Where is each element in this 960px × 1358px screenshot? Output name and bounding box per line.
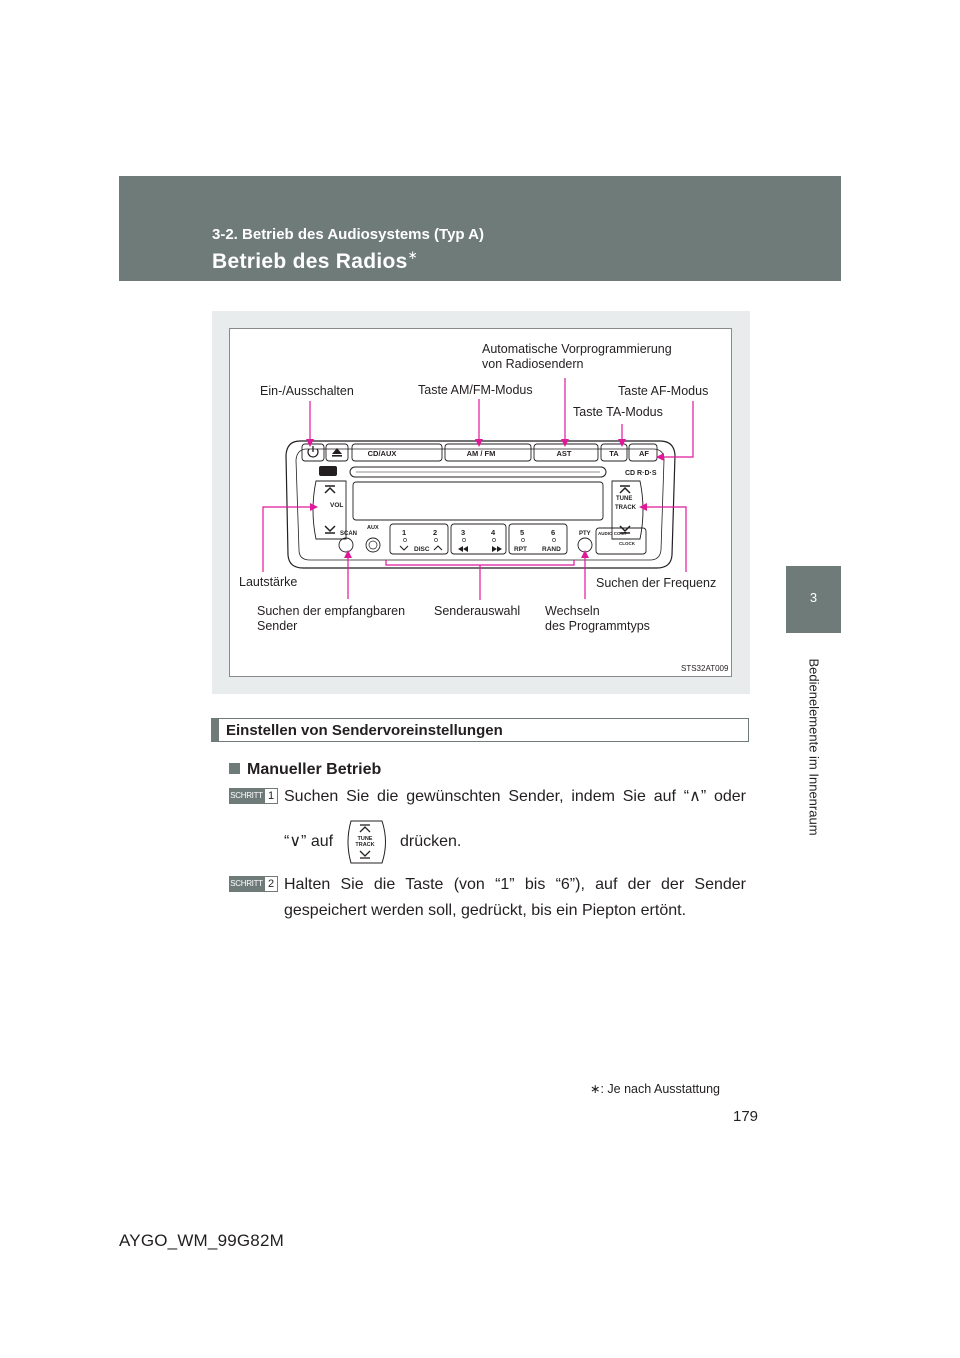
device-label-scan: SCAN	[340, 531, 358, 537]
figure-code: STS32AT009	[681, 664, 729, 673]
callout-ta: Taste TA-Modus	[573, 405, 663, 419]
device-label-audio-cont: AUDIO CONT	[598, 531, 627, 536]
step-badge-label: SCHRITT	[229, 788, 264, 804]
step-badge-number: 1	[264, 788, 278, 804]
footnote: ∗: Je nach Ausstattung	[590, 1082, 720, 1096]
device-label-preset-4: 4	[491, 528, 496, 537]
square-bullet-icon	[229, 763, 240, 774]
vol-down-icon	[325, 526, 335, 533]
page-number: 179	[733, 1108, 759, 1125]
callout-scan	[257, 604, 405, 634]
optional-equipment-mark: ∗	[407, 248, 418, 262]
device-label-rand: RAND	[542, 546, 561, 553]
callout-auto-preset	[482, 342, 672, 372]
disc-icon	[319, 466, 337, 476]
disc-up-icon	[434, 546, 442, 550]
device-label-clock: CLOCK	[619, 541, 635, 546]
callout-volume: Lautstärke	[239, 575, 298, 589]
device-label-preset-3: 3	[461, 528, 466, 537]
section-header-bar	[212, 719, 219, 741]
step-2-line1: Halten Sie die Taste (von “1” bis “6”), auf der der Sender	[284, 876, 746, 893]
device-label-preset-2: 2	[433, 528, 438, 537]
callout-scan-line2: Sender	[257, 619, 298, 633]
device-label-preset-1: 1	[402, 528, 407, 537]
device-label-track: TRACK	[615, 505, 636, 511]
device-label-preset-5: 5	[520, 528, 525, 537]
callout-pty	[545, 604, 650, 634]
seek-back-icon	[458, 546, 468, 552]
step-badge-1	[229, 788, 278, 804]
callout-pty-line1: Wechseln	[545, 604, 600, 618]
device-label-ast: AST	[556, 449, 572, 458]
step-1-line2-before: “∨” auf	[284, 833, 334, 851]
step-1-line2-after: drücken.	[399, 833, 462, 851]
tune-track-button-icon	[344, 820, 390, 864]
step-2-line2: gespeichert werden soll, gedrückt, bis ein Piepton ertönt.	[284, 902, 687, 919]
device-label-disc: DISC	[414, 546, 430, 553]
svg-text:TUNE: TUNE	[357, 836, 373, 842]
seek-forward-icon	[492, 546, 502, 552]
disc-down-icon	[400, 546, 408, 550]
device-label-tune: TUNE	[616, 496, 633, 502]
device-label-ta: TA	[609, 449, 619, 458]
chapter-number: 3	[809, 590, 818, 605]
callout-am-fm: Taste AM/FM-Modus	[418, 383, 533, 397]
subheading-text: Manueller Betrieb	[247, 761, 382, 778]
device-label-af: AF	[639, 449, 649, 458]
step-1-line1: Suchen Sie die gewünschten Sender, indem Sie auf “∧” oder	[284, 788, 746, 805]
section-header	[211, 718, 749, 742]
power-icon	[308, 446, 318, 457]
callout-scan-line1: Suchen der empfangbaren	[257, 604, 406, 618]
page-title-text: Betrieb des Radios	[212, 250, 408, 273]
section-title: Einstellen von Sendervoreinstellungen	[226, 722, 503, 739]
device-label-preset-6: 6	[551, 528, 556, 537]
step-badge-2	[229, 876, 278, 892]
callout-tune: Suchen der Frequenz	[596, 576, 717, 590]
device-label-am-fm: AM / FM	[466, 449, 496, 458]
device-label-rpt: RPT	[514, 546, 527, 553]
device-label-cd-aux: CD/AUX	[367, 449, 397, 458]
device-label-pty: PTY	[579, 531, 591, 537]
document-code: AYGO_WM_99G82M	[119, 1231, 284, 1250]
callout-auto-preset-line1: Automatische Vorprogrammierung	[482, 342, 672, 356]
device-label-aux: AUX	[367, 525, 379, 531]
step-badge-number: 2	[264, 876, 278, 892]
device-label-vol: VOL	[330, 502, 344, 509]
callout-presets: Senderauswahl	[434, 604, 521, 618]
callout-pty-line2: des Programmtyps	[545, 619, 650, 633]
tune-up-icon	[620, 486, 630, 493]
vol-up-icon	[325, 486, 335, 493]
device-label-cd-rds: CD R·D·S	[625, 470, 657, 477]
callout-af: Taste AF-Modus	[618, 384, 709, 398]
svg-text:TRACK: TRACK	[354, 842, 375, 848]
subheading	[229, 761, 381, 779]
callout-auto-preset-line2: von Radiosendern	[482, 357, 584, 371]
step-1-line2	[284, 820, 461, 864]
chapter-label: Bedienelemente im Innenraum	[806, 658, 821, 836]
callout-power: Ein-/Ausschalten	[260, 384, 354, 398]
section-label: 3-2. Betrieb des Audiosystems (Typ A)	[212, 226, 485, 243]
step-badge-label: SCHRITT	[229, 876, 264, 892]
